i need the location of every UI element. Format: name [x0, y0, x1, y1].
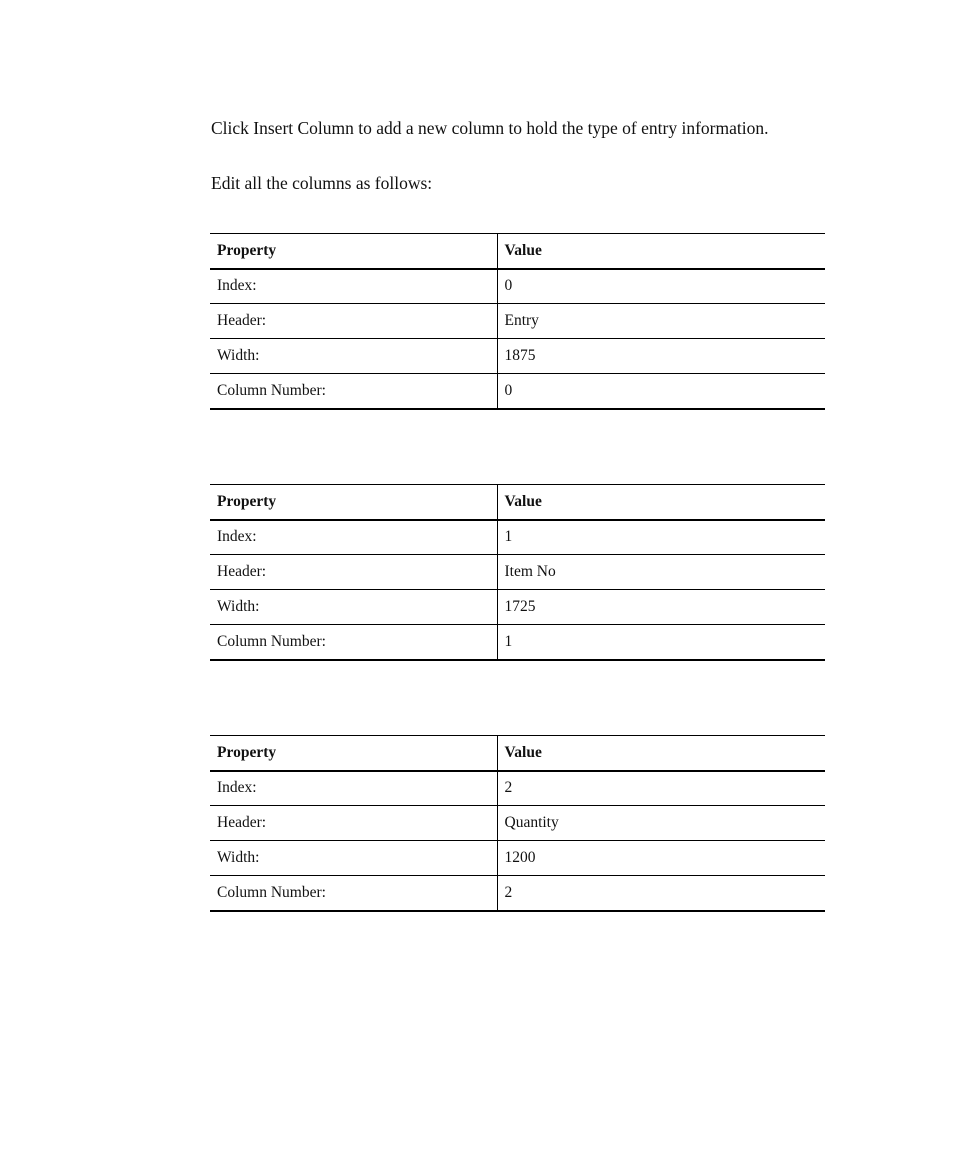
column-properties-table-2 [210, 484, 825, 661]
value-cell: Item No [497, 555, 825, 590]
value-cell: 1200 [497, 841, 825, 876]
header-value: Value [497, 736, 825, 771]
table-row [210, 555, 825, 590]
value-cell: 1 [497, 520, 825, 555]
property-cell: Column Number: [210, 876, 497, 911]
value-cell: Entry [497, 304, 825, 339]
table-row [210, 374, 825, 409]
value-cell: 1725 [497, 590, 825, 625]
header-property: Property [210, 234, 497, 269]
table-row [210, 625, 825, 660]
table-row [210, 806, 825, 841]
header-property: Property [210, 485, 497, 520]
property-cell: Column Number: [210, 625, 497, 660]
value-cell: 2 [497, 771, 825, 806]
table-row [210, 771, 825, 806]
property-cell: Header: [210, 555, 497, 590]
intro-paragraph-edit-columns: Edit all the columns as follows: [211, 173, 433, 193]
table-row [210, 876, 825, 911]
value-cell: 1875 [497, 339, 825, 374]
header-value: Value [497, 234, 825, 269]
value-cell: Quantity [497, 806, 825, 841]
column-properties-table-3 [210, 735, 825, 912]
value-cell: 1 [497, 625, 825, 660]
value-cell: 0 [497, 269, 825, 304]
table-row [210, 590, 825, 625]
property-cell: Column Number: [210, 374, 497, 409]
property-cell: Header: [210, 806, 497, 841]
table-row [210, 841, 825, 876]
value-cell: 0 [497, 374, 825, 409]
header-property: Property [210, 736, 497, 771]
table-row [210, 339, 825, 374]
intro-paragraph-insert-column: Click Insert Column to add a new column to hold the type of entry information. [211, 118, 769, 138]
header-value: Value [497, 485, 825, 520]
table-header-row [210, 736, 825, 771]
table-row [210, 520, 825, 555]
table-header-row [210, 485, 825, 520]
column-properties-table-1 [210, 233, 825, 410]
property-cell: Width: [210, 339, 497, 374]
property-cell: Width: [210, 590, 497, 625]
property-cell: Index: [210, 269, 497, 304]
property-cell: Index: [210, 520, 497, 555]
property-cell: Width: [210, 841, 497, 876]
value-cell: 2 [497, 876, 825, 911]
table-row [210, 304, 825, 339]
table-header-row [210, 234, 825, 269]
property-cell: Index: [210, 771, 497, 806]
table-row [210, 269, 825, 304]
property-cell: Header: [210, 304, 497, 339]
